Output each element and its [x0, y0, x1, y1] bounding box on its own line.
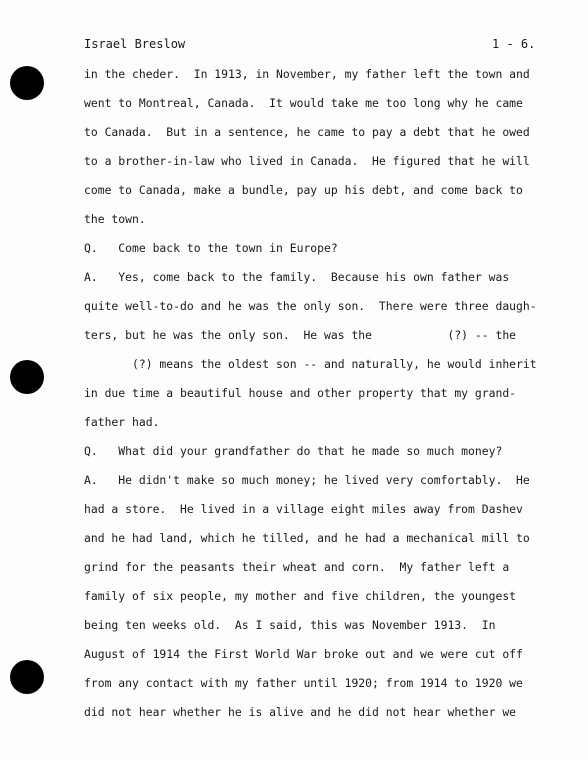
- question-line: Q. Come back to the town in Europe?: [84, 241, 338, 255]
- binder-hole-top: [10, 66, 44, 100]
- answer-line: A. He didn't make so much money; he lived very comfortably. He: [84, 473, 530, 487]
- text-line: August of 1914 the First World War broke out and we were cut off: [84, 647, 523, 661]
- text-line: ters, but he was the only son. He was the (?) -- the: [84, 328, 517, 342]
- text-line: and he had land, which he tilled, and he had a mechanical mill to: [84, 531, 530, 545]
- text-line: went to Montreal, Canada. It would take me too long why he came: [84, 96, 523, 110]
- text-line: being ten weeks old. As I said, this was November 1913. In: [84, 618, 496, 632]
- binder-hole-bottom: [10, 660, 44, 694]
- text-line: in the cheder. In 1913, in November, my father left the town and: [84, 67, 530, 81]
- header-interviewee-name: Israel Breslow: [84, 37, 186, 51]
- header-page-number: 1 - 6.: [492, 37, 536, 51]
- transcript-body: [84, 66, 564, 733]
- text-line: quite well-to-do and he was the only son. There were three daugh-: [84, 299, 537, 313]
- text-line: to a brother-in-law who lived in Canada. He figured that he will: [84, 154, 530, 168]
- text-line: father had.: [84, 415, 160, 429]
- text-line: in due time a beautiful house and other property that my grand-: [84, 386, 517, 400]
- text-line: family of six people, my mother and five children, the youngest: [84, 589, 517, 603]
- text-line: did not hear whether he is alive and he did not hear whether we: [84, 705, 517, 719]
- binder-hole-middle: [10, 360, 44, 394]
- text-line: grind for the peasants their wheat and corn. My father left a: [84, 560, 510, 574]
- question-line: Q. What did your grandfather do that he made so much money?: [84, 444, 503, 458]
- text-line: from any contact with my father until 1920; from 1914 to 1920 we: [84, 676, 523, 690]
- text-line: to Canada. But in a sentence, he came to pay a debt that he owed: [84, 125, 530, 139]
- text-line: come to Canada, make a bundle, pay up his debt, and come back to: [84, 183, 523, 197]
- text-line: the town.: [84, 212, 146, 226]
- text-line: (?) means the oldest son -- and naturally, he would inherit: [132, 357, 537, 371]
- answer-line: A. Yes, come back to the family. Because his own father was: [84, 270, 510, 284]
- text-line: had a store. He lived in a village eight miles away from Dashev: [84, 502, 523, 516]
